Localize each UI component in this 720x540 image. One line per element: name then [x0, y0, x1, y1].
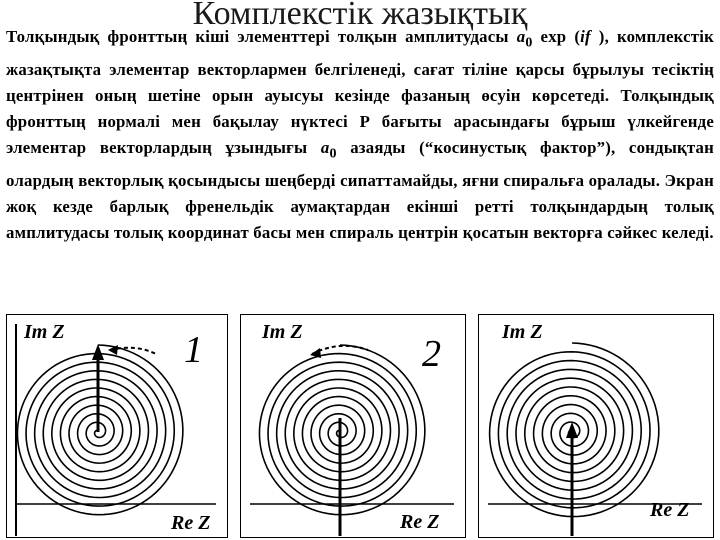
figures-row	[0, 306, 720, 540]
text-part-1: Толқындық фронттың кіші элементтері толқын амплитудасы	[6, 27, 509, 46]
text-part-2: exp (	[540, 27, 581, 46]
panel-number: 1	[184, 329, 203, 371]
amplitude-symbol: a	[516, 27, 526, 46]
amplitude-subscript-2: 0	[329, 146, 337, 162]
panel-number: 2	[422, 333, 441, 375]
im-axis-label: Im Z	[262, 321, 303, 343]
body-paragraph	[6, 24, 714, 246]
im-axis-label: Im Z	[24, 321, 65, 343]
spiral-diagram-3	[478, 314, 714, 538]
phase-symbol: if	[580, 27, 591, 46]
amplitude-symbol-2: a	[320, 138, 330, 158]
re-axis-label: Re Z	[400, 511, 440, 533]
spiral-diagram-2	[240, 314, 466, 538]
re-axis-label: Re Z	[650, 499, 690, 521]
slide-title: Комплекстік жазықтық	[192, 0, 528, 32]
im-axis-label: Im Z	[502, 321, 543, 343]
text-part-3: ), комплекстік жазақтықта элементар векторлармен белгіленеді, сағат тіліне қарсы бұрылуы тесіктің центрінен оның шетіне орын ауысуы кезінде фазаның өсуін көрсетеді. Толқындық фронттың нормалі мен бақылау нүктесі Р бағыты арасындағы бұрыш үлкейгенде элементар векторлардың ұзындығы	[6, 27, 714, 158]
spiral-panel-1	[6, 314, 228, 538]
spiral-panel-3	[478, 314, 714, 538]
spiral-panel-2	[240, 314, 466, 538]
text-part-4: азаяды (“косинустық фактор”), сондықтан олардың векторлық қосындысы шеңберді сипаттамайды, яғни спиральға оралады. Экран жоқ кезде барлық френельдік аумақтардан екінші ретті толқындардың толық амплитудасы толық координат басы мен спираль центрін қосатын векторға сәйкес келеді.	[6, 138, 715, 243]
amplitude-subscript: 0	[525, 35, 533, 51]
re-axis-label: Re Z	[171, 512, 211, 534]
spiral-diagram-1	[6, 314, 228, 538]
